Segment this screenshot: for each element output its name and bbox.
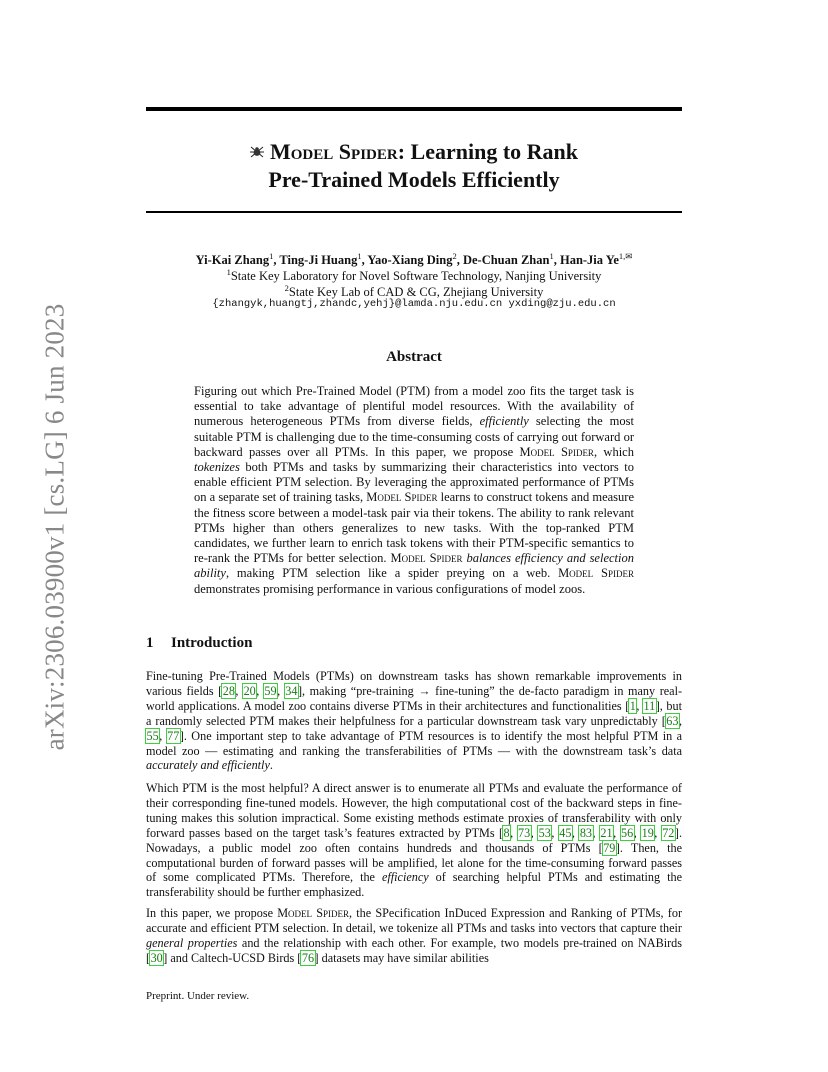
citation-group[interactable]: 8, 73, 53, 45, 83, 21, 56, 19, 72 (503, 825, 675, 840)
citation-link[interactable]: 21 (600, 825, 613, 840)
affiliation-2: $^2$State Key Lab of CAD & CG, Zhejiang University (284, 283, 544, 300)
arxiv-identifier: arXiv:2306.03900v1 [cs.LG] 6 Jun 2023 (39, 303, 70, 751)
page-footer: Preprint. Under review. (146, 990, 250, 1002)
citation-group[interactable] (301, 951, 314, 965)
intro-paragraph-2: Which PTM is the most helpful? A direct answer is to enumerate all PTMs and evaluate the performance of their corresponding fine-tuned models. However, the high computational cost of the backward steps in fine-tuning makes this solution impractical. Some existing methods estimate proxies of transferability with only forward passes based on the target task’s features extracted by PTMs [8, 73, 53, 45, 83, 21, 56, 19, 72]. Nowadays, a public model zoo often contains hundreds and thousands of PTMs [79]. Then, the computational burden of forward passes will be amplified, let alone for the time-consuming forward passes of some complicated PTMs. Therefore, the efficiency of searching helpful PTMs and estimating the transferability should be further emphasized. (146, 781, 682, 900)
citation-link[interactable]: 77 (167, 728, 180, 743)
spider-icon (250, 145, 264, 159)
abstract-heading: Abstract (386, 349, 442, 365)
paper-title: Model Spider: Learning to Rank Pre-Trained Models Efficiently (146, 138, 682, 194)
citation-link[interactable]: 28 (222, 683, 235, 698)
citation-link[interactable]: 53 (538, 825, 551, 840)
citation-link[interactable]: 45 (559, 825, 572, 840)
citation-link[interactable]: 11 (643, 698, 656, 713)
intro-paragraph-3: In this paper, we propose Model Spider, the SPecification InDuced Expression and Ranking of PTMs, for accurate and efficient PTM selection. In detail, we tokenize all PTMs and tasks into vectors that capture their general properties and the relationship with each other. For example, two models pre-trained on NABirds [30] and Caltech-UCSD Birds [76] datasets may have similar abilities (146, 906, 682, 965)
affiliation-1: $^1$State Key Laboratory for Novel Software Technology, Nanjing University (226, 267, 602, 284)
citation-link[interactable]: 8 (503, 825, 510, 840)
citation-link[interactable]: 56 (621, 825, 634, 840)
citation-link[interactable]: 30 (150, 950, 163, 965)
section-heading-introduction: 1 Introduction (146, 635, 253, 651)
citation-group[interactable]: 63, 55, 77 (146, 713, 682, 743)
citation-link[interactable]: 34 (285, 683, 298, 698)
citation-link[interactable]: 76 (301, 950, 315, 965)
citation-link[interactable]: 73 (518, 825, 531, 840)
citation-group[interactable]: 1, 11 (629, 698, 656, 713)
title-bottom-rule (146, 211, 682, 213)
citation-group[interactable]: 28, 20, 59, 34 (222, 683, 298, 698)
citation-link[interactable]: 55 (146, 728, 159, 743)
intro-paragraph-1: Fine-tuning Pre-Trained Models (PTMs) on downstream tasks has shown remarkable improvements in various fields [28, 20, 59, 34], making “pre-training → fine-tuning” the de-facto paradigm in many real-world applications. A model zoo contains diverse PTMs in their architectures and functionalities [1, 11], but a randomly selected PTM makes their helpfulness for a particular downstream task vary unpredictably [63, 55, 77]. One important step to take advantage of PTM resources is to identify the most helpful PTM in a model zoo — estimating and ranking the transferabilities of PTMs — with the downstream task’s data accurately and efficiently. (146, 669, 683, 773)
citation-group[interactable] (150, 951, 163, 965)
citation-group[interactable] (603, 841, 616, 855)
citation-link[interactable]: 59 (264, 683, 277, 698)
author-emails: {zhangyk,huangtj,zhandc,yehj}@lamda.nju.edu.cn yxding@zju.edu.cn (212, 298, 616, 310)
abstract-body: Figuring out which Pre-Trained Model (PTM) from a model zoo fits the target task is essential to take advantage of plentiful model resources. With the availability of numerous heterogeneous PTMs from diverse fields, efficiently selecting the most suitable PTM is challenging due to the time-consuming costs of carrying out forward or backward passes over all PTMs. In this paper, we propose Model Spider, which tokenizes both PTMs and tasks by summarizing their characteristics into vectors to enable efficient PTM selection. By leveraging the approximated performance of PTMs on a separate set of training tasks, Model Spider learns to construct tokens and measure the fitness score between a model-task pair via their tokens. The ability to rank relevant PTMs higher than others generalizes to new tasks. With the top-ranked PTM candidates, we further learn to enrich task tokens with their PTM-specific semantics to re-rank the PTMs for better selection. Model Spider balances efficiency and selection ability, making PTM selection like a spider preying on a web. Model Spider demonstrates promising performance in various configurations of model zoos. (194, 384, 635, 596)
citation-link[interactable]: 72 (662, 825, 675, 840)
citation-link[interactable]: 79 (603, 840, 616, 855)
author-list: Yi-Kai Zhang$^1$, Ting-Ji Huang$^1$, Yao-Xiang Ding$^2$, De-Chuan Zhan$^1$, Han-Jia $Ye^{1,✉}$ (195, 251, 633, 268)
citation-link[interactable]: 19 (641, 825, 654, 840)
citation-link[interactable]: 63 (666, 713, 679, 728)
citation-link[interactable]: 20 (243, 683, 256, 698)
citation-link[interactable]: 83 (579, 825, 593, 840)
title-top-rule (146, 107, 682, 111)
citation-link[interactable]: 1 (629, 698, 636, 713)
